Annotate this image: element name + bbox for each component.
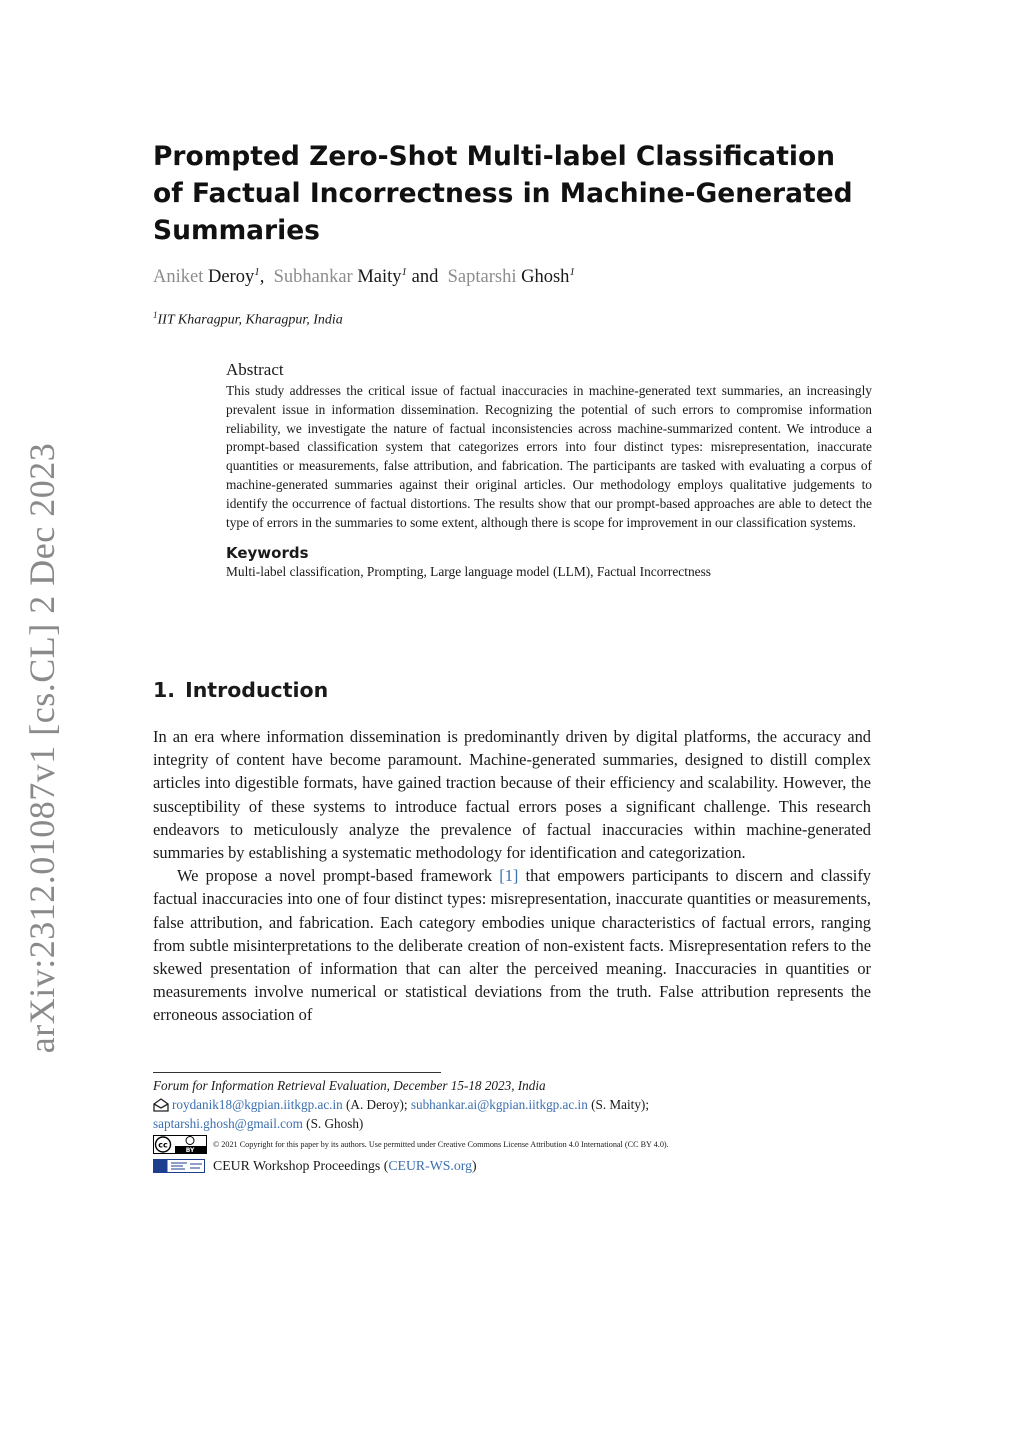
arxiv-identifier-text: arXiv:2312.01087v1 [cs.CL] 2 Dec 2023 xyxy=(22,442,62,1054)
citation-link[interactable]: [1] xyxy=(499,866,519,886)
abstract-block xyxy=(226,360,872,580)
cc-badge-by: BY xyxy=(185,1147,195,1154)
paragraph-text: We propose a novel prompt-based framework xyxy=(177,866,500,886)
keywords-text: Multi-label classification, Prompting, Large language model (LLM), Factual Incorrectness xyxy=(226,564,712,580)
section-number: 1. xyxy=(153,678,176,702)
abstract-text: This study addresses the critical issue of factual inaccuracies in machine-generated text summaries, an increasingly prevalent issue in information dissemination. Recognizing the potential of such errors to compromise information reliability, we investigate the nature of factual inconsistencies across machine-summarized content. We introduce a prompt-based classification system that categorizes errors into four distinct types: misrepresentation, inaccurate quantities or measurements, false attribution, and fabrication. The participants are tasked with evaluating a corpus of machine-generated summaries against their original articles. Our methodology employs qualitative judgements to identify the occurrence of factual distortions. The results show that our prompt-based approaches are able to detect the type of errors in the summaries to some extent, although there is scope for improvement in our classification systems. xyxy=(226,383,872,530)
email-link[interactable]: roydanik18@kgpian.iitkgp.ac.in xyxy=(172,1097,343,1112)
author xyxy=(274,267,448,287)
section-heading-introduction xyxy=(153,678,328,702)
author xyxy=(448,267,575,287)
keywords-heading: Keywords xyxy=(226,544,309,563)
cc-by-badge-icon xyxy=(153,1135,207,1154)
email-owner: (A. Deroy); xyxy=(342,1097,411,1112)
email-owner: (S. Maity); xyxy=(587,1097,649,1112)
license-row xyxy=(153,1135,873,1154)
paper-title: Prompted Zero-Shot Multi-label Classification of Factual Incorrectness in Machine-Generated Summaries xyxy=(153,141,853,246)
author-family-name: Ghosh xyxy=(521,267,570,288)
ceur-suffix: ) xyxy=(472,1158,477,1173)
author-separator: and xyxy=(407,267,448,288)
ceur-row xyxy=(153,1156,873,1175)
venue-note: Forum for Information Retrieval Evaluation, December 15-18 2023, India xyxy=(153,1078,546,1093)
ceur-logo-icon xyxy=(153,1159,205,1173)
affiliation-mark: 1 xyxy=(153,310,158,320)
author-family-name: Maity xyxy=(357,267,402,288)
license-text: © 2021 Copyright for this paper by its authors. Use permitted under Creative Commons License Attribution 4.0 International (CC BY 4.0). xyxy=(213,1140,669,1149)
affiliation-text: IIT Kharagpur, Kharagpur, India xyxy=(157,312,343,328)
author-given-name: Subhankar xyxy=(273,267,353,288)
email-link[interactable]: saptarshi.ghosh@gmail.com xyxy=(153,1116,303,1131)
author-given-name: Aniket xyxy=(153,267,204,288)
author xyxy=(153,267,274,287)
ceur-text xyxy=(213,1156,477,1175)
author-affiliation-mark: 1 xyxy=(401,266,408,278)
email-note xyxy=(153,1095,873,1114)
author-separator: , xyxy=(259,267,274,288)
ceur-prefix: CEUR Workshop Proceedings ( xyxy=(213,1158,389,1173)
cc-badge-label: cc xyxy=(158,1140,168,1150)
section-title: Introduction xyxy=(185,678,329,702)
email-note xyxy=(153,1114,873,1133)
author-list xyxy=(153,266,575,288)
paragraph: In an era where information dissemination is predominantly driven by digital platforms, the accuracy and integrity of content have become paramount. Machine-generated summaries, designed to distill complex articles into digestible formats, have gained traction because of their efficiency and scalability. However, the susceptibility of these systems to introduce factual errors poses a significant challenge. This research endeavors to meticulously analyze the prevalence of factual inaccuracies within machine-generated summaries by establishing a systematic methodology for identification and categorization. xyxy=(153,727,871,863)
author-affiliation-mark: 1 xyxy=(254,266,260,278)
abstract-heading: Abstract xyxy=(226,360,284,379)
email-owner: (S. Ghosh) xyxy=(302,1116,364,1131)
affiliation xyxy=(153,310,343,329)
introduction-body xyxy=(153,725,871,1027)
author-given-name: Saptarshi xyxy=(447,267,517,288)
author-family-name: Deroy xyxy=(207,267,255,288)
email-link[interactable]: subhankar.ai@kgpian.iitkgp.ac.in xyxy=(410,1097,588,1112)
paragraph-text: that empowers participants to discern and classify factual inaccuracies into one of four distinct types: misrepresentation, inaccurate quantities or measurements, false attribution, and fabrication. Each category embodies unique characteristics of factual errors, ranging from subtle misinterpretations to the deliberate creation of non-existent facts. Misrepresentation refers to the skewed presentation of information that can alter the perceived meaning. Inaccuracies in quantities or measurements involve numerical or statistical deviations from the truth. False attribution represents the erroneous association of xyxy=(153,866,871,1025)
paragraph xyxy=(153,864,871,1026)
ceur-link[interactable]: CEUR-WS.org xyxy=(388,1158,472,1173)
author-affiliation-mark: 1 xyxy=(569,266,575,278)
footnote-divider xyxy=(153,1072,441,1073)
footnotes xyxy=(153,1076,873,1175)
envelope-icon xyxy=(153,1098,169,1112)
